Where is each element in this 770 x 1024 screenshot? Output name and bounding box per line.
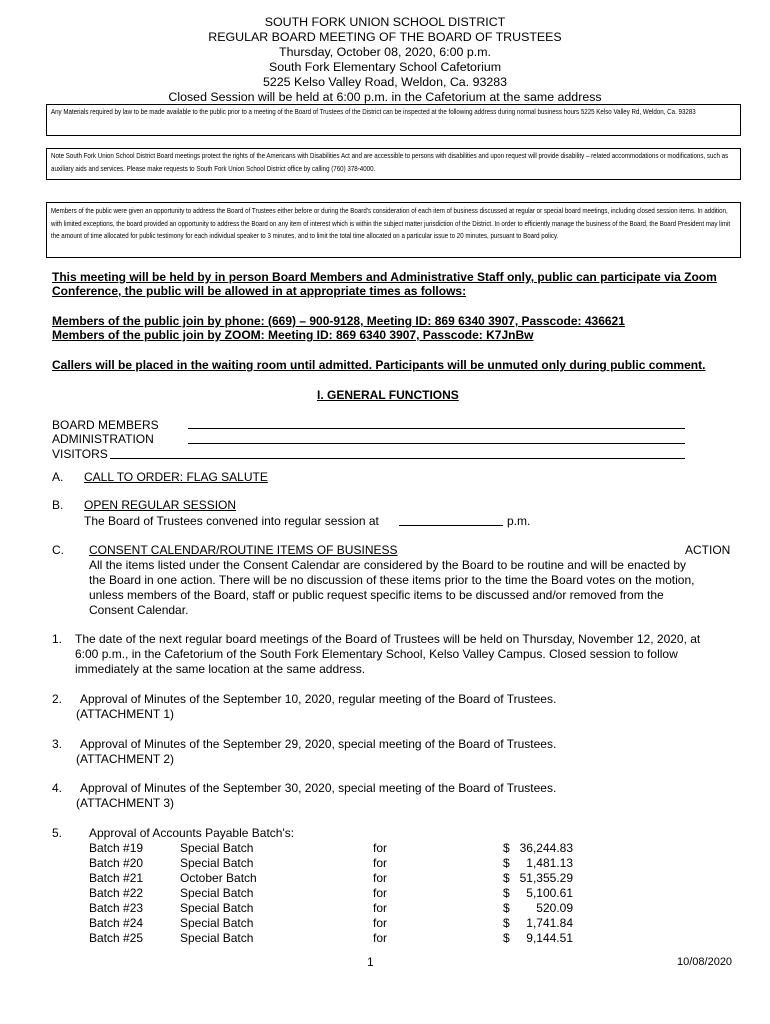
batch-id: Batch #21: [89, 871, 144, 885]
batch-amount: 1,481.13: [526, 856, 573, 870]
batch-for: for: [373, 841, 388, 855]
ada-notice-text: Note South Fork Union School District Board meetings protect the rights of the Americans with Disabilities Act and are accessible to persons with disabilities and upon request will provide disability – related accommodations or modifications, such as auxiliary aids and services. Please make requests to South Fork Union School District office by calling (760) 378-4000.: [51, 151, 729, 173]
item-c-line4: Consent Calendar.: [89, 603, 189, 617]
batch-currency: $: [503, 841, 510, 855]
administration-line: [188, 443, 685, 444]
session-time-blank: [399, 525, 503, 526]
batch-currency: $: [503, 931, 510, 945]
closed-session-note: Closed Session will be held at 6:00 p.m. in the Cafetorium at the same address: [168, 90, 602, 104]
meeting-date: Thursday, October 08, 2020, 6:00 p.m.: [279, 45, 491, 59]
batch-currency: $: [503, 916, 510, 930]
public-comment-notice-text: Members of the public were given an opportunity to address the Board of Trustees either before or during the Board's consideration of each item of business discussed at regular or special board meetings, including closed session items. In addition, with limited exceptions, the board provided an opportunity to address the Board on any item of interest which is within the subject matter jurisdiction of the District. In order to efficiently manage the business of the Board, the Board President may limit the amount of time allocated for public testimony for each individual speaker to 3 minutes, and to limit the total time allocated on a particular issue to 20 minutes, pursuant to Board policy.: [51, 206, 731, 240]
item-c-line1: All the items listed under the Consent Calendar are considered by the Board to be routine and will be enacted by: [89, 558, 687, 572]
batch-row: [0, 856, 770, 871]
batch-row: [0, 916, 770, 931]
consent-1-line2: 6:00 p.m., in the Cafetorium of the South Fork Elementary School, Kelso Valley Campus. Closed session to follow: [75, 647, 678, 661]
batch-for: for: [373, 916, 388, 930]
board-members-label: BOARD MEMBERS: [52, 418, 159, 432]
consent-5-text: Approval of Accounts Payable Batch's:: [89, 826, 295, 840]
batch-row: [0, 841, 770, 856]
visitors-line: [110, 458, 685, 459]
consent-3-line1: Approval of Minutes of the September 29, 2020, special meeting of the Board of Trustees.: [80, 737, 557, 751]
batch-amount: 51,355.29: [519, 871, 573, 885]
consent-2-number: 2.: [52, 692, 63, 706]
consent-2-line1: Approval of Minutes of the September 10, 2020, regular meeting of the Board of Trustees.: [80, 692, 557, 706]
batch-amount: 5,100.61: [526, 886, 573, 900]
item-c-line2: the Board in one action. There will be no discussion of these items prior to the time the Board votes on the motion,: [89, 573, 695, 587]
consent-4-number: 4.: [52, 781, 63, 795]
item-c-line3: unless members of the Board, staff or public request specific items to be discussed and/or removed from the: [89, 588, 664, 602]
item-c-label: C.: [52, 543, 64, 557]
meeting-header: [0, 15, 770, 105]
batch-amount: 1,741.84: [526, 916, 573, 930]
consent-3-attachment: (ATTACHMENT 2): [76, 752, 174, 766]
consent-1-line3: immediately at the same location at the same address.: [75, 662, 366, 676]
item-a-text: CALL TO ORDER: FLAG SALUTE: [84, 470, 268, 484]
consent-3-number: 3.: [52, 737, 63, 751]
batch-type: Special Batch: [180, 901, 254, 915]
batch-for: for: [373, 901, 388, 915]
public-comment-notice: [46, 202, 741, 258]
batch-currency: $: [503, 901, 510, 915]
phone-join-info: Members of the public join by phone: (669) – 900-9128, Meeting ID: 869 6340 3907, Passcode: 436621: [52, 314, 625, 328]
batch-id: Batch #20: [89, 856, 144, 870]
consent-1-number: 1.: [52, 632, 63, 646]
batch-type: Special Batch: [180, 916, 254, 930]
materials-notice: [46, 104, 741, 136]
batch-currency: $: [503, 856, 510, 870]
batch-row: [0, 886, 770, 901]
item-b-suffix: p.m.: [507, 514, 531, 528]
item-c-title: CONSENT CALENDAR/ROUTINE ITEMS OF BUSINESS: [89, 543, 398, 557]
batch-type: Special Batch: [180, 841, 254, 855]
batch-id: Batch #23: [89, 901, 144, 915]
batch-row: [0, 901, 770, 916]
batch-id: Batch #22: [89, 886, 144, 900]
zoom-intro: This meeting will be held by in person Board Members and Administrative Staff only, public can participate via Zoom Conference, the public will be allowed in at appropriate times as follows:: [52, 270, 717, 298]
consent-4-attachment: (ATTACHMENT 3): [76, 796, 174, 810]
ada-notice: [46, 148, 741, 180]
footer-date: 10/08/2020: [677, 956, 733, 968]
materials-notice-text: Any Materials required by law to be made available to the public prior to a meeting of the Board of Trustees of the District can be inspected at the following address during normal business hours 5225 Kelso Valley Rd, Weldon, Ca. 93283: [51, 107, 696, 116]
consent-2-attachment: (ATTACHMENT 1): [76, 707, 174, 721]
district-name: SOUTH FORK UNION SCHOOL DISTRICT: [264, 15, 506, 29]
batch-currency: $: [503, 871, 510, 885]
batch-id: Batch #19: [89, 841, 144, 855]
batch-row: [0, 871, 770, 886]
visitors-label: VISITORS: [52, 447, 108, 461]
callers-note: Callers will be placed in the waiting room until admitted. Participants will be unmuted only during public comment.: [52, 358, 706, 372]
item-a-label: A.: [52, 470, 64, 484]
consent-4-line1: Approval of Minutes of the September 30, 2020, special meeting of the Board of Trustees.: [80, 781, 557, 795]
meeting-location: South Fork Elementary School Cafetorium: [268, 60, 502, 74]
meeting-address: 5225 Kelso Valley Road, Weldon, Ca. 93283: [262, 75, 508, 89]
batch-for: for: [373, 871, 388, 885]
batch-amount: 520.09: [536, 901, 573, 915]
batch-amount: 9,144.51: [526, 931, 573, 945]
batch-amount: 36,244.83: [519, 841, 573, 855]
batch-type: Special Batch: [180, 931, 254, 945]
batch-id: Batch #24: [89, 916, 144, 930]
item-b-text: The Board of Trustees convened into regular session at: [84, 514, 379, 528]
item-c-action: ACTION: [685, 543, 731, 557]
administration-label: ADMINISTRATION: [52, 432, 154, 446]
batch-type: Special Batch: [180, 856, 254, 870]
item-b-label: B.: [52, 498, 64, 512]
batch-for: for: [373, 886, 388, 900]
batch-for: for: [373, 931, 388, 945]
board-members-line: [188, 428, 685, 429]
batch-id: Batch #25: [89, 931, 144, 945]
meeting-title: REGULAR BOARD MEETING OF THE BOARD OF TRUSTEES: [208, 30, 562, 44]
batch-currency: $: [503, 886, 510, 900]
batch-row: [0, 931, 770, 946]
page-number: 1: [367, 955, 374, 969]
batch-for: for: [373, 856, 388, 870]
section-title: I. GENERAL FUNCTIONS: [317, 388, 459, 402]
zoom-join-info: Members of the public join by ZOOM: Meeting ID: 869 6340 3907, Passcode: K7JnBw: [52, 328, 534, 342]
consent-1-line1: The date of the next regular board meetings of the Board of Trustees will be held on Thursday, November 12, 2020, at: [75, 632, 701, 646]
batch-type: Special Batch: [180, 886, 254, 900]
item-b-title: OPEN REGULAR SESSION: [84, 498, 237, 512]
batch-type: October Batch: [180, 871, 257, 885]
consent-5-number: 5.: [52, 826, 63, 840]
